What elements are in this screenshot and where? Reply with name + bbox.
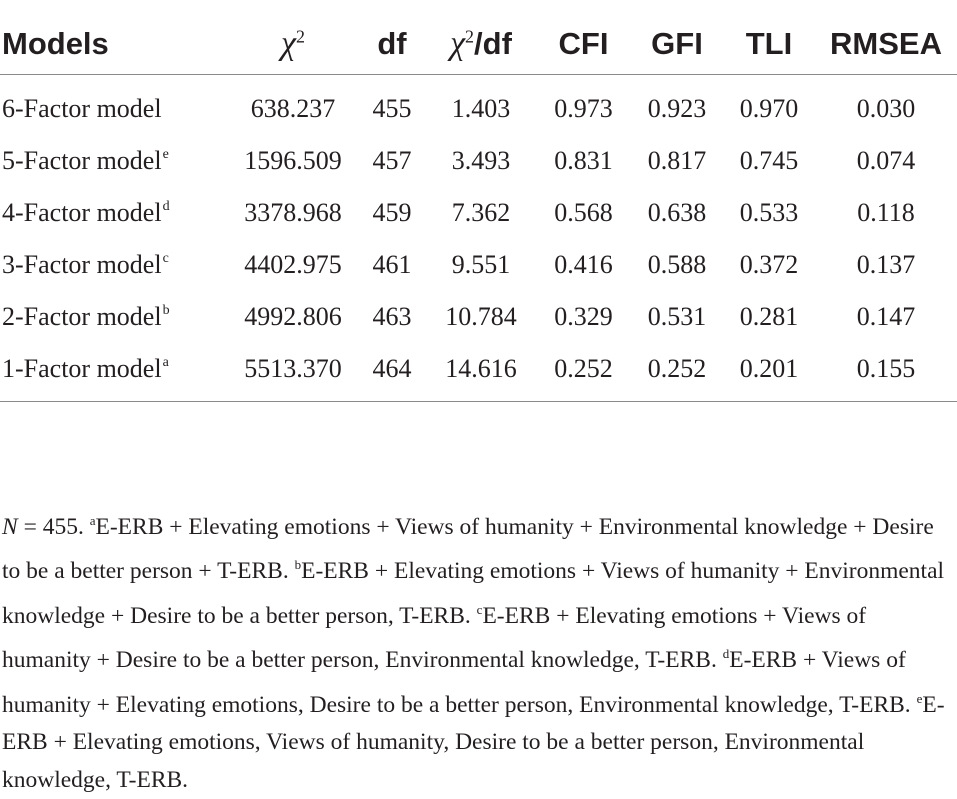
note-n-label: N: [2, 514, 18, 540]
model-footnote-mark: e: [163, 147, 169, 162]
model-name: 6-Factor model: [2, 94, 162, 123]
cell-chi2-df: 10.784: [426, 291, 536, 343]
cell-rmsea: 0.137: [815, 239, 957, 291]
cell-cfi: 0.416: [536, 239, 631, 291]
cell-rmsea: 0.155: [815, 343, 957, 402]
model-footnote-mark: c: [163, 251, 169, 266]
model-name: 4-Factor model: [2, 198, 162, 227]
model-footnote-mark: b: [163, 303, 170, 318]
table-header: [0, 14, 957, 75]
cell-chi2-df: 9.551: [426, 239, 536, 291]
note-text-c: E-ERB + Elevating emotions + Views of humanity + Desire to be a better person, Environmental knowledge, T-ERB.: [2, 603, 866, 674]
cell-chi2: 4992.806: [228, 291, 358, 343]
table-body: [0, 75, 957, 402]
cell-cfi: 0.252: [536, 343, 631, 402]
cell-chi2: 1596.509: [228, 135, 358, 187]
cell-gfi: 0.817: [631, 135, 723, 187]
header-gfi: GFI: [631, 14, 723, 75]
note-text-e: E-ERB + Elevating emotions, Views of humanity, Desire to be a better person, Environmental knowledge, T-ERB.: [2, 692, 945, 793]
note-mark-b: b: [295, 557, 302, 572]
cell-chi2-df: 14.616: [426, 343, 536, 402]
chi-df-superscript: 2: [465, 27, 474, 47]
cell-cfi: 0.329: [536, 291, 631, 343]
cell-tli: 0.533: [723, 187, 815, 239]
cell-chi2-df: 7.362: [426, 187, 536, 239]
note-text-d: E-ERB + Views of humanity + Elevating emotions, Desire to be a better person, Environmental knowledge, T-ERB.: [2, 647, 917, 718]
cell-cfi: 0.973: [536, 75, 631, 136]
table-row: [0, 291, 957, 343]
note-mark-a: a: [90, 513, 96, 528]
cell-chi2: 5513.370: [228, 343, 358, 402]
cell-df: 461: [358, 239, 426, 291]
cell-gfi: 0.531: [631, 291, 723, 343]
header-chi-square-df: [426, 14, 536, 75]
table-row: [0, 343, 957, 402]
cell-df: 464: [358, 343, 426, 402]
cell-model: [0, 343, 228, 402]
cell-tli: 0.745: [723, 135, 815, 187]
cell-df: 459: [358, 187, 426, 239]
chi-superscript: 2: [296, 27, 305, 47]
cell-chi2-df: 3.493: [426, 135, 536, 187]
cell-chi2: 3378.968: [228, 187, 358, 239]
cell-tli: 0.201: [723, 343, 815, 402]
cell-model: [0, 291, 228, 343]
model-name: 2-Factor model: [2, 302, 162, 331]
model-name: 1-Factor model: [2, 354, 162, 383]
cell-chi2-df: 1.403: [426, 75, 536, 136]
cell-rmsea: 0.030: [815, 75, 957, 136]
cell-rmsea: 0.147: [815, 291, 957, 343]
cell-rmsea: 0.118: [815, 187, 957, 239]
cell-cfi: 0.568: [536, 187, 631, 239]
model-footnote-mark: d: [163, 199, 170, 214]
chi-df-suffix: /df: [474, 26, 512, 61]
cell-gfi: 0.588: [631, 239, 723, 291]
cell-model: [0, 187, 228, 239]
fit-indices-table-container: [0, 14, 957, 402]
model-footnote-mark: a: [163, 355, 169, 370]
table-row: [0, 75, 957, 136]
header-models: Models: [0, 14, 228, 75]
note-mark-e: e: [917, 691, 923, 706]
note-mark-c: c: [477, 602, 483, 617]
table-row: [0, 135, 957, 187]
cell-model: [0, 75, 228, 136]
cell-df: 457: [358, 135, 426, 187]
header-cfi: CFI: [536, 14, 631, 75]
cell-model: [0, 239, 228, 291]
table-row: [0, 239, 957, 291]
cell-gfi: 0.923: [631, 75, 723, 136]
cell-model: [0, 135, 228, 187]
table-footnote: [2, 502, 955, 799]
header-row: [0, 14, 957, 75]
header-chi-square: [228, 14, 358, 75]
fit-indices-table: [0, 14, 957, 402]
note-text-b: E-ERB + Elevating emotions + Views of humanity + Environmental knowledge + Desire to be a better person, T-ERB.: [2, 558, 944, 629]
cell-chi2: 4402.975: [228, 239, 358, 291]
header-df: df: [358, 14, 426, 75]
model-name: 3-Factor model: [2, 250, 162, 279]
note-n-value: = 455.: [18, 514, 90, 540]
cell-tli: 0.281: [723, 291, 815, 343]
table-row: [0, 187, 957, 239]
note-text-a: E-ERB + Elevating emotions + Views of humanity + Environmental knowledge + Desire to be a better person + T-ERB.: [2, 514, 934, 585]
chi-symbol: χ: [281, 25, 296, 62]
cell-cfi: 0.831: [536, 135, 631, 187]
cell-gfi: 0.252: [631, 343, 723, 402]
chi-df-symbol: χ: [450, 25, 465, 62]
note-mark-d: d: [723, 646, 730, 661]
cell-chi2: 638.237: [228, 75, 358, 136]
cell-rmsea: 0.074: [815, 135, 957, 187]
cell-df: 463: [358, 291, 426, 343]
cell-tli: 0.372: [723, 239, 815, 291]
cell-gfi: 0.638: [631, 187, 723, 239]
cell-df: 455: [358, 75, 426, 136]
header-tli: TLI: [723, 14, 815, 75]
cell-tli: 0.970: [723, 75, 815, 136]
header-rmsea: RMSEA: [815, 14, 957, 75]
model-name: 5-Factor model: [2, 146, 162, 175]
